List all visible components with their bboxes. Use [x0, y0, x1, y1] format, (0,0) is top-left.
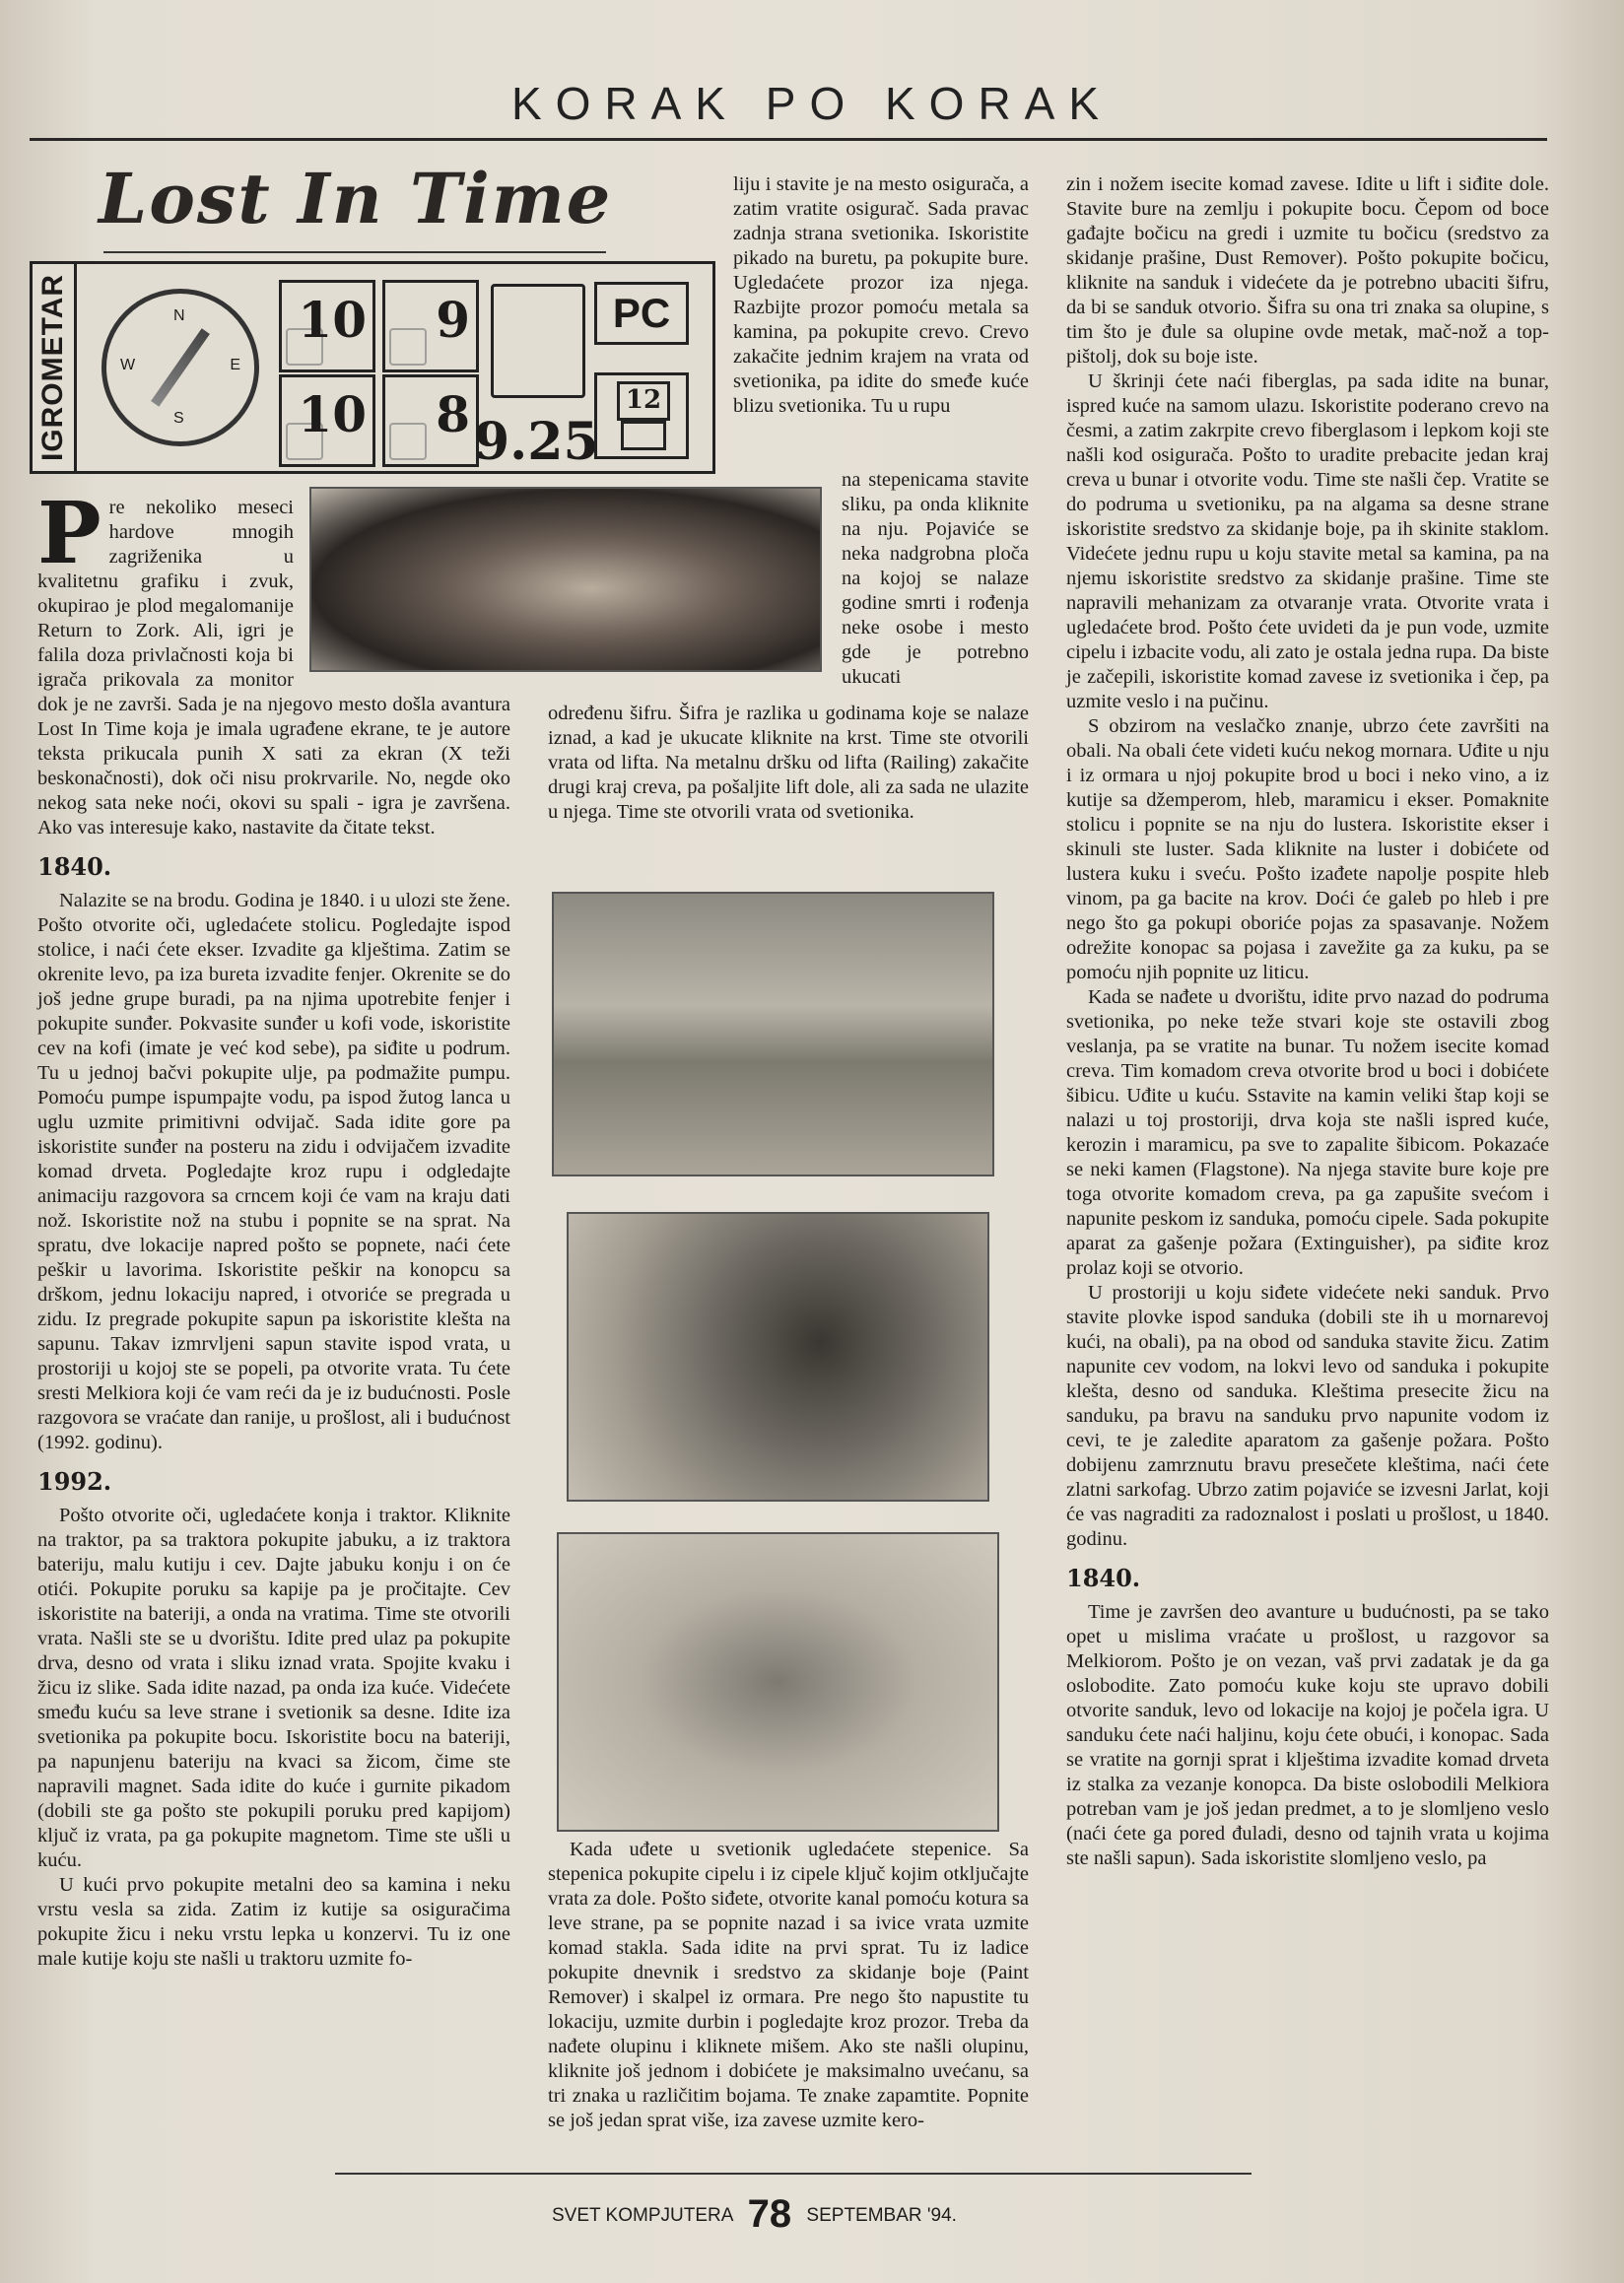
column-2-narrow: na stepenicama stavite sliku, pa onda kliknite na nju. Pojaviće se neka nadgrobna ploča na kojoj se nalaze godine smrti i rođenja neke osobe i mesto gde je potrebno ukucati	[842, 469, 1029, 688]
compass-icon: N W E S	[102, 289, 259, 446]
article-title: Lost In Time	[99, 158, 613, 239]
section-header: KORAK PO KORAK	[510, 78, 1114, 129]
paragraph-1992: Pošto otvorite oči, ugledaćete konja i traktor. Kliknite na traktor, pa sa traktora pokupite jabuku, a iz traktora bateriju, malu kutiju i cev. Dajte jabuku konju i on će otići. Pokupite poruku sa kapije pa je pročitajte. Cev iskoristite na bateriji, a onda na vratima. Time ste otvorili vrata. Našli ste se u dvorištu. Idite pred ulaz pa pokupite drva, desno od vrata i sliku iznad vrata. Spojite kvaku i žicu iz slike. Sada idite nazad, pa onda iza kuće. Videćete smeđu kuću sa leve strane i svetionik sa desne. Idite iza svetionika pa pokupite bocu. Iskoristite bocu na bateriji, pa napunjenu bateriju na kvaci sa žicom, čime ste napravili magnet. Sada idite do kuće i gurnite pikadom (dobili ste ga pošto ste pokupili poruku pred kapijom) ključ iz vrata, pa ga pokupite magnetom. Time ste ušli u kuću.	[37, 1505, 510, 1871]
column-3: zin i nožem isecite komad zavese. Idite u lift i siđite dole. Stavite bure na zemlju i pokupite bocu. Čepom od boce gađajte bočicu na gredi i uzmite tu bočicu (sredstvo za skidanje prašine, Dust Remover). Pošto pokupite bočicu, kliknite na sanduk i videćete da je potrebno ubaciti šifru, da bi se sanduk otvorio. Šifra su ona tri znaka sa olupine, s tim što je đule sa olupine ovde metak, mač-nož a top-pištolj, dok su boje iste. U škrinji ćete naći fiberglas, pa sada idite na bunar, ispred kuće na samom ulazu. Iskoristite poderano crevo na česmi, a zatim zakrpite crevo fiberglasom i lepkom koji ste našli kod osigurača. Pošto to uradite prebacite jedan kraj creva u bunar i otvorite vodu. Time ste našli čep. Vratite se do podruma u svetioniku, pa na algama sa desne strane iskoristite sredstvo za skidanje boje, pa ih skinite staklom. Videćete jednu rupu u koju stavite metal sa kamina, pa na njemu iskoristite sredstvo za skidanje prašine. Time ste napravili mehanizam za otvaranje vrata. Otvorite vrata i ugledaćete brod. Pošto ćete uvideti da je pun vode, uzmite cipelu i izbacite vodu, ali zato je ostala jedna rupa. Da biste je začepili, iskoristite komad zavese iz svetionika i čep, pa uzmite veslo i na pučinu. S obzirom na veslačko znanje, ubrzo ćete završiti na obali. Na obali ćete videti kuću nekog mornara. Uđite u nju i iz ormara u njoj pokupite brod u boci i neko vino, a iz kutije sa džemperom, hleb, maramicu i ekser. Pomaknite stolicu i popnite se na nju do lustera. Iskoristite ekser i skinuli ste luster. Sada kliknite na luster i dobićete od lustera kuku i sveću. Pošto izađete napolje pospite hleb vinom, pa ga bacite na krov. Doći će galeb po hleb i pre nego što ga pokupi oboriće pojas za spasavanje. Nožem odrežite konopac sa pojasa i zavežite ga za kuku, pa se pomoću njih popnite uz liticu. Kada se nađete u dvorištu, idite prvo nazad do podruma svetionika, po neke teže stvari koje ste ostavili zbog veslanja, pa se vratite na bunar. Tu nožem isecite komad creva. Tim komadom creva otvorite brod u boci i dobićete šibicu. Uđite u kuću. Sstavite na kamin veliki štap koji se nalazi u toj prostoriji, drva koja ste našli ispred kuće, kerozin i maramicu, pa sve to zapalite šibicom. Pokazaće se neki kamen (Flagstone). Na njega stavite bure koje pre toga otvorite komadom creva, pa ga zapušite svećom i napunite peskom iz sanduka, pomoću cipele. Sada pokupite aparat za gašenje požara (Extinguisher), pa siđite kroz prolaz koji se otvorio. U prostoriji u koju siđete videćete neki sanduk. Prvo stavite plovke ispod sanduka (dobili ste ih u mornarevoj kući, na obali), pa na obod od sanduka stavite žicu. Zatim napunite cev vodom, na lokvi levo od sanduka i pokupite klešta, desno od sanduka. Kleštima presecite žicu na sanduku, pa bravu na sanduku prvo napunite vodom iz cevi, te je zaledite aparatom za gašenje požara. Pošto dobijenu zamrznutu bravu presečete kleštima, naći ćete zlatni sarkofag. Ubrzo zatim pojaviće se izvesni Jarlat, koji će vas nagraditi za radoznalost i poslati u prošlost, u 1840. godinu. 1840. Time je završen deo avanture u budućnosti, pa se tako opet u mislima vraćate u prošlost, u razgovor sa Melkiorom. Pošto je on vezan, vaš prvi zadatak je da ga oslobodite. Zato pomoću kuke koju ste upravo dobili otvorite sanduk, levo od lokacije na kojoj je počela igra. U sanduku ćete naći haljinu, koju ćete obući, i konopac. Sada se vratite na gornji sprat i klještima izvadite komad drveta iz stalka za vezanje konopca. Da biste oslobodili Melkiora potreban vam je još jedan predmet, a to je slomljeno veslo (naći ćete ga pored đuladi, desno od tajnih vrata u kojima ste našli sapun). Sada iskoristite slomljeno veslo, pa	[1066, 173, 1549, 1869]
column-2-wide: određenu šifru. Šifra je razlika u godinama koje se nalaze iznad, a kad je ukucate kliknite na krst. Time ste otvorili vrata od lifta. Na metalnu dršku od lifta (Railing) zakačite drugi kraj creva, pa pošaljite lift dole, ali za sada ne ulazite u njega. Time ste otvorili vrata od svetionika.	[548, 703, 1029, 823]
atmosphere-score: 8	[382, 374, 479, 467]
intro-paragraph: re nekoliko meseci hardove mnogih zagriženika u kvalitetnu grafiku i zvuk, okupirao je plod megalomanije Return to Zork. Ali, igri je falila doza privlačnosti koja bi igrača prikovala za monitor dok je ne završi. Sada je na njegovo mesto došla avantura Lost In Time koja je imala ugrađene ekrane, te je autore teksta prikucala punih X sati za ekran (X teži beskonačnosti), dok oči nisu prokrvarile. No, negde oko nekog sata neke noći, okovi su spali - igra je završena. Ako vas interesuje kako, nastavite da čitate tekst.	[37, 497, 510, 839]
heading-1840: 1840.	[37, 852, 112, 881]
paragraph-house: U kući prvo pokupite metalni deo sa kamina i neku vrstu vesla sa zida. Zatim iz kutije sa osiguračima pokupite žicu i neku vrstu lepka u konzervi. Tu iz one male kutije koju ste našli u traktoru uzmite fo-	[37, 1874, 510, 1970]
footer-rule	[335, 2173, 1252, 2175]
horse-tractor-screenshot	[552, 892, 994, 1176]
total-score: 9.25	[474, 412, 599, 472]
sound-score: 9	[382, 280, 479, 372]
lighthouse-lens-screenshot	[557, 1532, 999, 1832]
header-rule	[30, 138, 1547, 141]
heading-1840-second: 1840.	[1066, 1564, 1141, 1592]
meter-label: IGROMETAR	[33, 264, 77, 471]
rating-meter	[30, 261, 715, 474]
magazine-name: SVET KOMPJUTERA	[552, 2205, 733, 2226]
heading-1992: 1992.	[37, 1467, 112, 1496]
column-2-top: liju i stavite je na mesto osigurača, a zatim vratite osigurač. Sada pravac zadnja strana svetionika. Iskoristite pikado na buretu, pa pokupite bure. Ugledaćete prozor iza njega. Razbijte prozor pomoću metala sa kamina, pa pokupite crevo. Crevo zakačite jednim krajem na vrata od svetionika, pa idite do smeđe kuće blizu svetionika. Tu u rupu	[733, 173, 1029, 417]
sound-icon	[389, 328, 427, 366]
man-in-tube-screenshot	[567, 1212, 989, 1502]
platform-badge: PC	[594, 282, 689, 345]
column-1-text: P re nekoliko meseci hardove mnogih zagriženika u kvalitetnu grafiku i zvuk, okupirao je plod megalomanije Return to Zork. Ali, igri je falila doza privlačnosti koja bi igrača prikovala za monitor dok je ne završi. Sada je na njegovo mesto došla avantura Lost In Time koja je imala ugrađene ekrane, te je autore teksta prikucala punih X sati za ekran (X teži beskonačnosti), dok oči nisu prokrvarile. No, negde oko nekog sata neke noći, okovi su spali - igra je završena. Ako vas interesuje kako, nastavite da čitate tekst. 1840. Nalazite se na brodu. Godina je 1840. i u ulozi ste žene. Pošto otvorite oči, ugledaćete stolicu. Pogledajte ispod stolice, i naći ćete ekser. Izvadite ga klještima. Zatim se okrenite levo, pa iza bureta izvadite fenjer. Okrenite se do još jedne grupe buradi, pa na njima upotrebite fenjer i pokupite sunđer. Pokvasite sunđer u kofi vode, iskoristite cev na kofi (imate je već kod sebe), pa siđite u podrum. Tu u jednoj bačvi pokupite ulje, pa podmažite pumpu. Pomoću pumpe ispumpajte vodu, pa ispod žutog lanca u uglu uzmite primitivni odvijač. Sada idite gore pa iskoristite sunđer na posteru na zidu i odvijačem izvadite komad drveta. Pogledajte kroz rupu i odgledajte animaciju razgovora sa crncem koji će vam na kraju dati nož. Iskoristite nož na stubu i popnite se na sprat. Na spratu, dve lokacije napred pošto se popnete, naći ćete peškir u lavorima. Iskoristite peškir na konopcu sa drškom, jednu lokaciju napred, i otvoriće se pregrada u zidu. Iz pregrade pokupite sapun pa iskoristite klešta na sapunu. Takav izmrvljeni sapun stavite ispod vrata, u prostoriji u kojoj ste se popeli, pa otvorite vrata. Tu ćete sresti Melkiora koji će vam reći da je iz budućnosti. Posle razgovora se vraćate dan ranije, u prošlost, ali i budućnost (1992. godinu). 1992. Pošto otvorite oči, ugledaćete konja i traktor. Kliknite na traktor, pa sa traktora pokupite jabuku, a iz traktora bateriju, malu kutiju i cev. Dajte jabuku konju i on će otići. Pokupite poruku sa kapije pa je pročitajte. Cev iskoristite na bateriji, a onda na vratima. Time ste otvorili vrata. Našli ste se u dvorištu. Idite pred ulaz pa pokupite drva, desno od vrata i sliku iznad vrata. Spojite kvaku i žicu iz slike. Sada idite nazad, pa onda iza kuće. Videćete smeđu kuću sa leve strane i svetionik sa desne. Idite iza svetionika pa pokupite bocu. Iskoristite bocu na bateriji, pa napunjenu bateriju na kvaci sa žicom, čime ste napravili magnet. Sada idite do kuće i gurnite pikadom (dobili ste ga pošto ste pokupili poruku pred kapijom) ključ iz vrata, pa ga pokupite magnetom. Time ste ušli u kuću. U kući prvo pokupite metalni deo sa kamina i neku vrstu vesla sa zida. Zatim iz kutije sa osiguračima pokupite žicu i neku vrstu lepka u konzervi. Tu iz one male kutije koju ste našli u traktoru uzmite fo-	[37, 484, 510, 1970]
floppy-disk-icon: 12	[594, 372, 689, 459]
column-2-bottom: Kada uđete u svetionik ugledaćete stepenice. Sa stepenica pokupite cipelu i iz cipele ključ kojim otključajte vrata za dole. Pošto siđete, otvorite kanal pomoću kotura sa leve strane, pa se popnite nazad i sa ivice vrata uzmite komad stakla. Sada idite na prvi sprat. Tu iz ladice pokupite dnevnik i sredstvo za skidanje boje (Paint Remover) i skalpel iz ormara. Pre nego što napustite tu lokaciju, uzmite durbin i pogledajte kroz prozor. Treba da nađete olupinu i kliknete mišem. Ako ste našli olupinu, kliknite još jednom i dobićete je maksimalno uvećanu, sa tri znaka u različitim bojama. Te znake zapamtite. Popnite se još jedan sprat više, iza zavese uzmite kero-	[548, 1839, 1029, 2131]
page-footer	[552, 2192, 957, 2237]
title-rule	[103, 251, 606, 253]
page-number: 78	[747, 2192, 792, 2236]
atmosphere-icon	[389, 423, 427, 460]
paragraph-1840: Nalazite se na brodu. Godina je 1840. i u ulozi ste žene. Pošto otvorite oči, ugledaćete stolicu. Pogledajte ispod stolice, i naći ćete ekser. Izvadite ga klještima. Zatim se okrenite levo, pa iza bureta izvadite fenjer. Okrenite se do još jedne grupe buradi, pa na njima upotrebite fenjer i pokupite sunđer. Pokvasite sunđer u kofi vode, iskoristite cev na kofi (imate je već kod sebe), pa siđite u podrum. Tu u jednoj bačvi pokupite ulje, pa podmažite pumpu. Pomoću pumpe ispumpajte vodu, pa ispod žutog lanca u uglu uzmite primitivni odvijač. Sada idite gore pa iskoristite sunđer na posteru na zidu i odvijačem izvadite komad drveta. Pogledajte kroz rupu i odgledajte animaciju razgovora sa crncem koji će vam na kraju dati nož. Iskoristite nož na stubu i popnite se na sprat. Na spratu, dve lokacije napred pošto se popnete, naći ćete peškir u lavorima. Iskoristite peškir na konopcu sa drškom, jednu lokaciju napred, i otvoriće se pregrada u zidu. Iz pregrade pokupite sapun pa iskoristite klešta na sapunu. Takav izmrvljeni sapun stavite ispod vrata, u prostoriji u kojoj ste se popeli, pa otvorite vrata. Tu ćete sresti Melkiora koji će vam reći da je iz budućnosti. Posle razgovora se vraćate dan ranije, u prošlost, ali i budućnost (1992. godinu).	[37, 890, 510, 1453]
genie-icon	[491, 284, 585, 398]
playability-score: 10	[279, 374, 375, 467]
graphics-score: 10	[279, 280, 375, 372]
issue-date: SEPTEMBAR '94.	[806, 2205, 957, 2226]
